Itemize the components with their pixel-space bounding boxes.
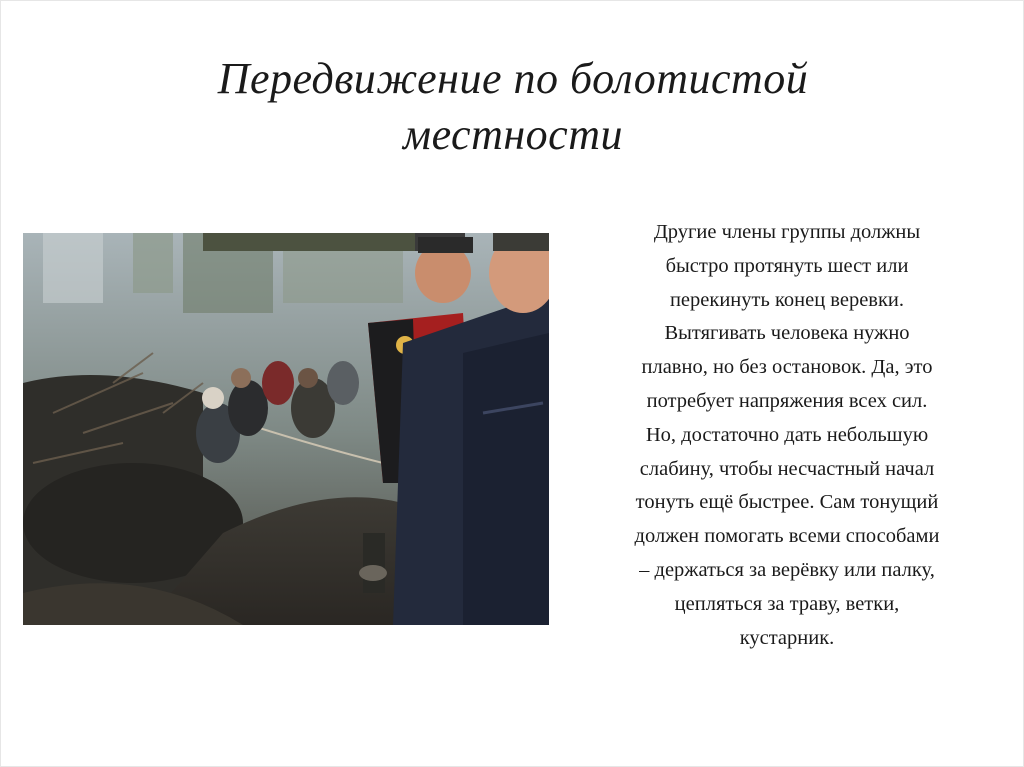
body-line: Вытягивать человека нужно	[664, 322, 910, 345]
body-line: цепляться за траву, ветки,	[674, 592, 900, 615]
body-line: быстро протянуть шест или	[665, 254, 909, 277]
body-line: тонуть ещё быстрее. Сам тонущий	[635, 491, 939, 514]
body-line: кустарник.	[739, 626, 835, 649]
rescue-photo	[23, 233, 549, 625]
body-line: слабину, чтобы несчастный начал	[639, 457, 935, 480]
body-line: – держаться за верёвку или палку,	[639, 558, 935, 581]
title-line: Передвижение по болотистой	[217, 54, 809, 103]
body-line: Но, достаточно дать небольшую	[645, 423, 929, 446]
body-line: Другие члены группы должны	[653, 221, 921, 243]
title-line: местности	[403, 110, 623, 159]
body-line: перекинуть конец веревки.	[669, 288, 905, 311]
body-line: потребует напряжения всех сил.	[646, 389, 928, 412]
body-line: должен помогать всеми способами	[634, 525, 940, 548]
slide-title	[121, 51, 905, 163]
body-line: плавно, но без остановок. Да, это	[641, 356, 933, 379]
swamp-rescue-illustration	[23, 233, 549, 625]
body-text	[569, 216, 1005, 655]
